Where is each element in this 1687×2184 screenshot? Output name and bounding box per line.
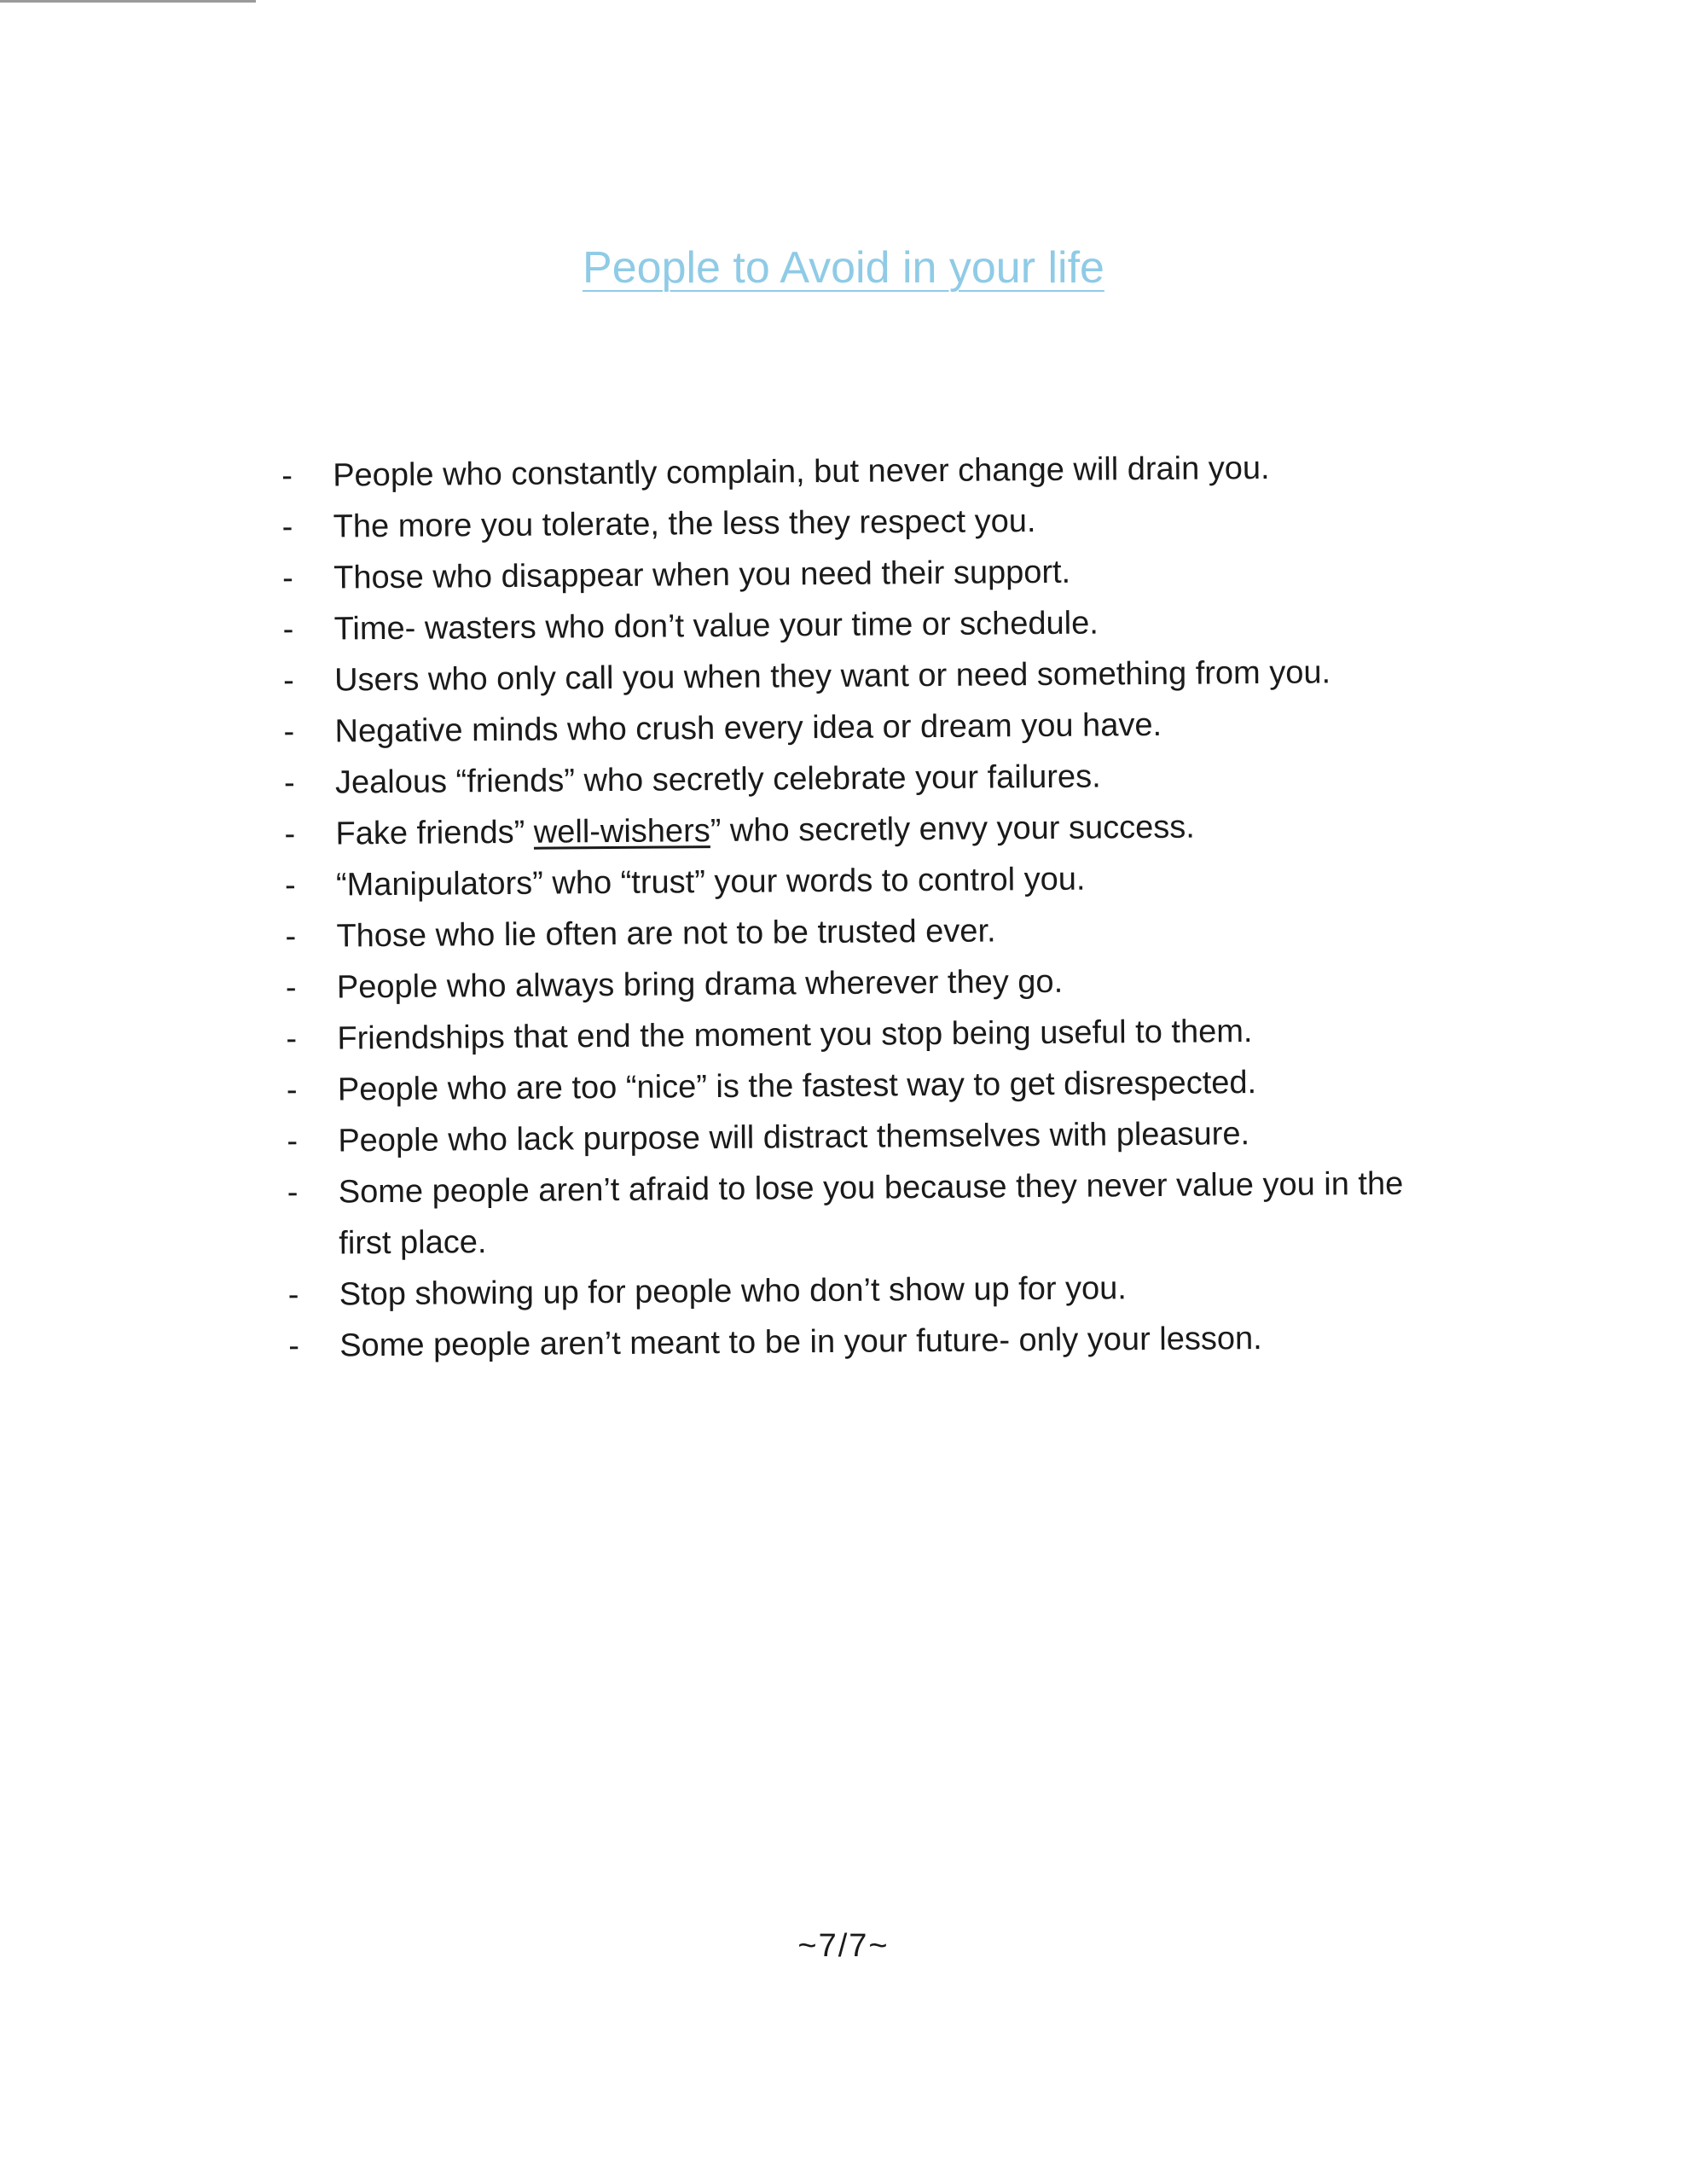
list-item bbox=[285, 902, 1445, 962]
list-item-text: Jealous “friends” who secretly celebrate your failures. bbox=[334, 758, 1101, 801]
bullet-dash: - bbox=[284, 867, 296, 903]
list-item bbox=[282, 543, 1442, 604]
bullet-dash: - bbox=[281, 457, 293, 494]
list-item bbox=[287, 1107, 1446, 1167]
list-item bbox=[281, 441, 1441, 502]
list-item-text: Stop showing up for people who don’t show up for you. bbox=[339, 1270, 1128, 1313]
list-item bbox=[286, 1004, 1446, 1065]
bullet-dash: - bbox=[283, 713, 295, 750]
list-item bbox=[284, 748, 1444, 809]
list-item-text: Users who only call you when they want or need something from you. bbox=[333, 654, 1331, 699]
bullet-dash: - bbox=[282, 560, 293, 596]
list-item-text: People who constantly complain, but never change will drain you. bbox=[333, 450, 1270, 494]
bullet-dash: - bbox=[286, 1072, 298, 1108]
bullet-dash: - bbox=[288, 1327, 300, 1364]
list-item bbox=[286, 953, 1446, 1014]
scan-edge-mark bbox=[0, 0, 256, 3]
bullet-dash: - bbox=[287, 1174, 299, 1211]
list-item bbox=[285, 851, 1445, 911]
list-item-text: Time- wasters who don’t value your time or schedule. bbox=[333, 605, 1099, 648]
bullet-dash: - bbox=[286, 1020, 298, 1057]
bullet-dash: - bbox=[285, 969, 297, 1006]
list-item-text: Friendships that end the moment you stop being useful to them. bbox=[337, 1014, 1253, 1057]
bullet-dash: - bbox=[285, 918, 297, 955]
list-item-text: Those who disappear when you need their support. bbox=[333, 554, 1071, 596]
list-item bbox=[287, 1158, 1448, 1269]
list-item bbox=[287, 1055, 1446, 1116]
page-number: ~7/7~ bbox=[797, 1928, 890, 1964]
list-item-text: Negative minds who crush every idea or dream you have. bbox=[334, 706, 1162, 750]
list-item-text: Some people aren’t afraid to lose you because they never value you in the first place. bbox=[338, 1165, 1404, 1262]
list-item-text: People who are too “nice” is the fastest way to get disrespected. bbox=[337, 1065, 1257, 1108]
list-item-text: People who always bring drama wherever they go. bbox=[336, 963, 1064, 1006]
list-item bbox=[281, 492, 1441, 553]
list-item-text: The more you tolerate, the less they respect you. bbox=[333, 503, 1036, 545]
list-item bbox=[282, 595, 1442, 655]
list-item-text-suffix: ” who secretly envy your success. bbox=[710, 809, 1195, 850]
avoid-list bbox=[281, 441, 1448, 1372]
bullet-dash: - bbox=[282, 662, 294, 699]
list-item bbox=[283, 646, 1443, 706]
list-item bbox=[288, 1260, 1448, 1321]
page-title: People to Avoid in your life bbox=[583, 243, 1104, 293]
bullet-dash: - bbox=[284, 816, 296, 852]
list-item bbox=[288, 1311, 1448, 1372]
list-item bbox=[284, 799, 1444, 860]
list-item bbox=[283, 697, 1443, 758]
list-item-text: Some people aren’t meant to be in your future- only your lesson. bbox=[339, 1321, 1262, 1364]
bullet-dash: - bbox=[282, 611, 294, 648]
bullet-dash: - bbox=[287, 1276, 299, 1313]
bullet-dash: - bbox=[281, 508, 293, 545]
underlined-phrase: well-wishers bbox=[533, 813, 710, 851]
list-item-text: Those who lie often are not to be trusted ever. bbox=[336, 913, 996, 955]
list-item-text: People who lack purpose will distract themselves with pleasure. bbox=[338, 1116, 1250, 1159]
list-item-text: “Manipulators” who “trust” your words to control you. bbox=[335, 861, 1086, 903]
bullet-dash: - bbox=[283, 764, 295, 801]
list-item-text-prefix: Fake friends” bbox=[335, 814, 535, 852]
bullet-dash: - bbox=[287, 1123, 299, 1159]
